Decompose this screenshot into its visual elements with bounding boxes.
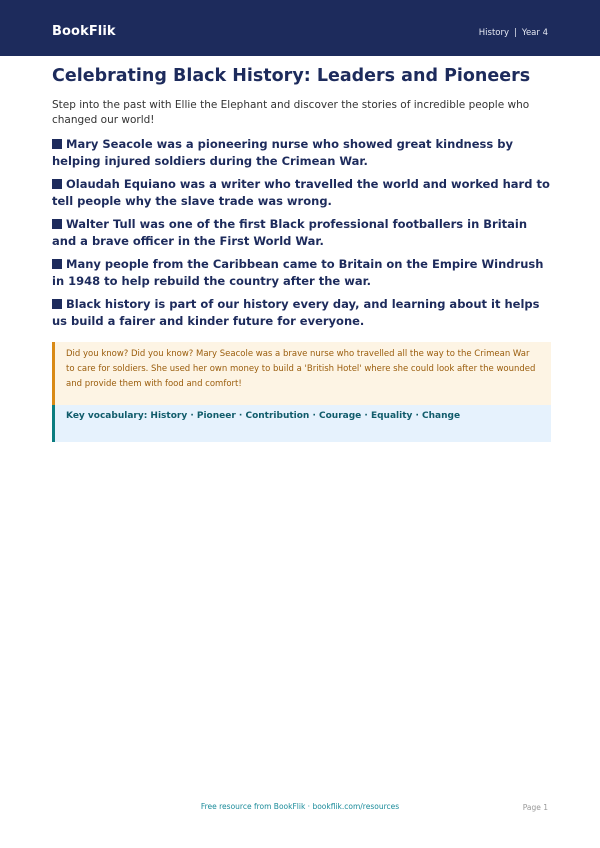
page-header	[0, 0, 600, 56]
list-item-text: Black history is part of our history every day, and learning about it helps us build a fairer and kinder future for everyone.	[52, 297, 540, 328]
list-item-text: Many people from the Caribbean came to Britain on the Empire Windrush in 1948 to help rebuild the country after the war.	[52, 257, 544, 288]
square-bullet-icon	[52, 259, 62, 269]
key-facts-list	[52, 136, 552, 336]
square-bullet-icon	[52, 299, 62, 309]
did-you-know-box	[52, 342, 551, 405]
list-item-text: Mary Seacole was a pioneering nurse who showed great kindness by helping injured soldiers during the Crimean War.	[52, 137, 513, 168]
list-item	[52, 296, 552, 330]
year-label: Year 4	[521, 28, 548, 38]
subject-label: History	[478, 28, 510, 38]
did-you-know-text: Did you know? Did you know? Mary Seacole was a brave nurse who travelled all the way to the Crimean War to care for soldiers. She used her own money to build a 'British Hotel' where she could look after the wounded and provide them with food and comfort!	[66, 349, 536, 389]
square-bullet-icon	[52, 139, 62, 149]
square-bullet-icon	[52, 179, 62, 189]
list-item-text: Walter Tull was one of the first Black professional footballers in Britain and a brave officer in the First World War.	[52, 217, 528, 248]
list-item	[52, 256, 552, 290]
footer-credit[interactable]: Free resource from BookFlik · bookflik.com/resources	[200, 802, 400, 811]
page-title: Celebrating Black History: Leaders and Pioneers	[52, 66, 531, 86]
key-vocabulary-box	[52, 405, 551, 442]
list-item	[52, 216, 552, 250]
header-meta	[479, 28, 548, 38]
list-item	[52, 136, 552, 170]
square-bullet-icon	[52, 219, 62, 229]
list-item-text: Olaudah Equiano was a writer who travelled the world and worked hard to tell people why the slave trade was wrong.	[52, 177, 550, 208]
meta-separator: |	[514, 28, 517, 38]
list-item	[52, 176, 552, 210]
page-number: Page 1	[522, 803, 548, 812]
key-vocabulary-text: Key vocabulary: History · Pioneer · Contribution · Courage · Equality · Change	[66, 411, 461, 421]
brand-logo[interactable]: BookFlik	[52, 24, 116, 39]
intro-text: Step into the past with Ellie the Elephant and discover the stories of incredible people who changed our world!	[52, 99, 530, 126]
